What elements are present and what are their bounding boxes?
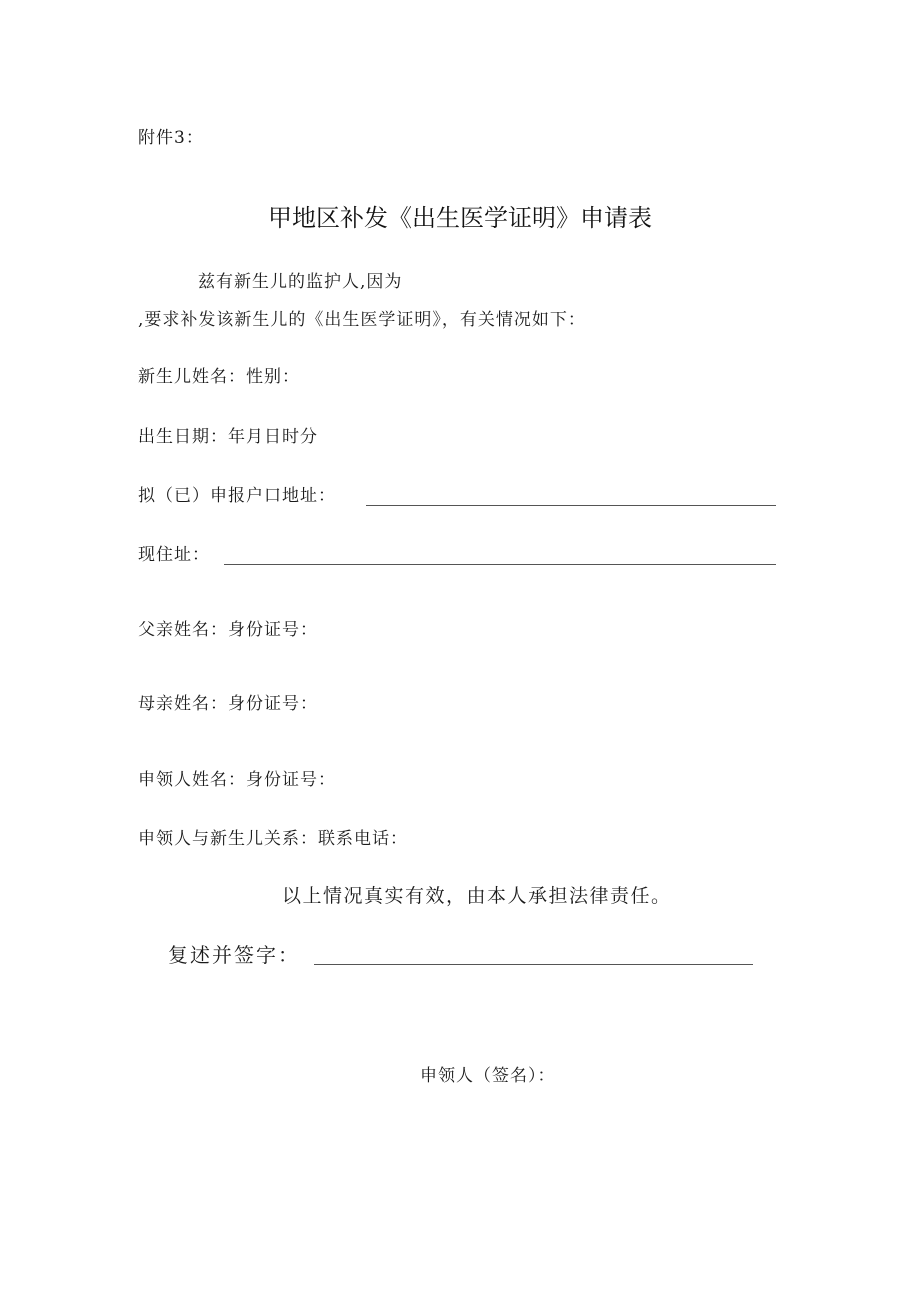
form-title: 甲地区补发《出生医学证明》申请表	[268, 204, 652, 232]
attachment-label: 附件3：	[138, 128, 204, 148]
household-address-input-line[interactable]	[366, 505, 776, 506]
relation-contact-field: 申领人与新生儿关系：联系电话：	[138, 829, 408, 849]
applicant-info-field: 申领人姓名：身份证号：	[138, 770, 336, 790]
current-address-input-line[interactable]	[224, 564, 776, 565]
newborn-name-gender-field: 新生儿姓名：性别：	[138, 367, 300, 387]
father-info-field: 父亲姓名：身份证号：	[138, 620, 318, 640]
household-address-label: 拟（已）申报户口地址：	[138, 486, 336, 506]
truthfulness-statement: 以上情况真实有效，由本人承担法律责任。	[282, 885, 672, 907]
birth-date-field: 出生日期：年月日时分	[138, 427, 318, 447]
intro-line-2: ,要求补发该新生儿的《出生医学证明》，有关情况如下：	[138, 310, 586, 330]
intro-line-1: 兹有新生儿的监护人,因为	[198, 272, 403, 292]
declaration-label: 复述并签字：	[168, 943, 300, 967]
declaration-signature-line[interactable]	[314, 964, 753, 965]
current-address-label: 现住址：	[138, 545, 210, 565]
applicant-signature-label: 申领人（签名）：	[420, 1066, 556, 1086]
mother-info-field: 母亲姓名：身份证号：	[138, 694, 318, 714]
